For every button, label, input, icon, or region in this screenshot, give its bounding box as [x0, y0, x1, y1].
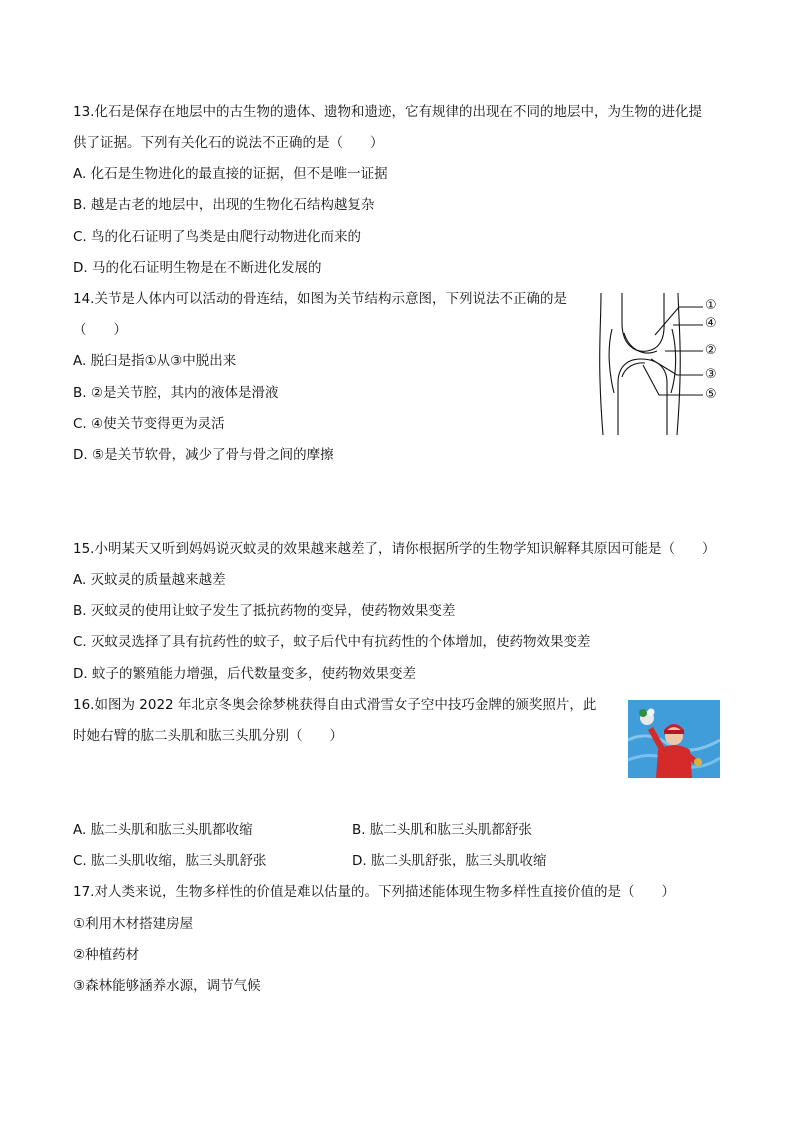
q13-stem-line2: 供了证据。下列有关化石的说法不正确的是（ ） [73, 135, 384, 151]
award-ceremony-photo [628, 700, 720, 778]
q14-stem-line2: （ ） [73, 322, 127, 338]
q14-option-c: C. ④使关节变得更为灵活 [73, 416, 225, 432]
diagram-label-2: ② [705, 343, 717, 358]
q15-option-a: A. 灭蚊灵的质量越来越差 [73, 572, 226, 588]
q15-option-b: B. 灭蚊灵的使用让蚊子发生了抵抗药物的变异，使药物效果变差 [73, 603, 456, 619]
diagram-label-1: ① [705, 298, 717, 313]
q16-stem-line1: 16.如图为 2022 年北京冬奥会徐梦桃获得自由式滑雪女子空中技巧金牌的颁奖照片，此 [73, 697, 597, 713]
q14-option-b: B. ②是关节腔，其内的液体是滑液 [73, 385, 279, 401]
q13-option-a: A. 化石是生物进化的最直接的证据，但不是唯一证据 [73, 166, 388, 182]
q17-item-2: ②种植药材 [73, 947, 140, 963]
q15-stem: 15.小明某天又听到妈妈说灭蚊灵的效果越来越差了，请你根据所学的生物学知识解释其原因可能是（ ） [73, 541, 716, 557]
q14-option-a: A. 脱臼是指①从③中脱出来 [73, 353, 237, 369]
q13-option-d: D. 马的化石证明生物是在不断进化发展的 [73, 260, 322, 276]
q17-stem: 17.对人类来说，生物多样性的价值是难以估量的。下列描述能体现生物多样性直接价值的是（ ） [73, 884, 675, 900]
q17-item-3: ③森林能够涵养水源，调节气候 [73, 978, 261, 994]
q13-stem-line1: 13.化石是保存在地层中的古生物的遗体、遗物和遗迹，它有规律的出现在不同的地层中，为生物的进化提 [73, 104, 702, 120]
q17-item-1: ①利用木材搭建房屋 [73, 916, 194, 932]
diagram-label-4: ④ [705, 316, 717, 331]
q14-option-d: D. ⑤是关节软骨，减少了骨与骨之间的摩擦 [73, 447, 334, 463]
q16-option-d: D. 肱二头肌舒张，肱三头肌收缩 [352, 853, 547, 869]
q15-option-d: D. 蚊子的繁殖能力增强，后代数量变多，使药物效果变差 [73, 666, 416, 682]
q13-option-c: C. 鸟的化石证明了鸟类是由爬行动物进化而来的 [73, 229, 362, 245]
q15-option-c: C. 灭蚊灵选择了具有抗药性的蚊子，蚊子后代中有抗药性的个体增加，使药物效果变差 [73, 634, 591, 650]
q14-stem-line1: 14.关节是人体内可以活动的骨连结，如图为关节结构示意图，下列说法不正确的是 [73, 291, 567, 307]
q16-option-a: A. 肱二头肌和肱三头肌都收缩 [73, 822, 253, 838]
q13-option-b: B. 越是古老的地层中，出现的生物化石结构越复杂 [73, 197, 375, 213]
diagram-label-5: ⑤ [705, 387, 717, 402]
q16-stem-line2: 时她右臂的肱二头肌和肱三头肌分别（ ） [73, 728, 343, 744]
diagram-label-3: ③ [705, 367, 717, 382]
q16-option-b: B. 肱二头肌和肱三头肌都舒张 [352, 822, 532, 838]
q16-option-c: C. 肱二头肌收缩，肱三头肌舒张 [73, 853, 267, 869]
